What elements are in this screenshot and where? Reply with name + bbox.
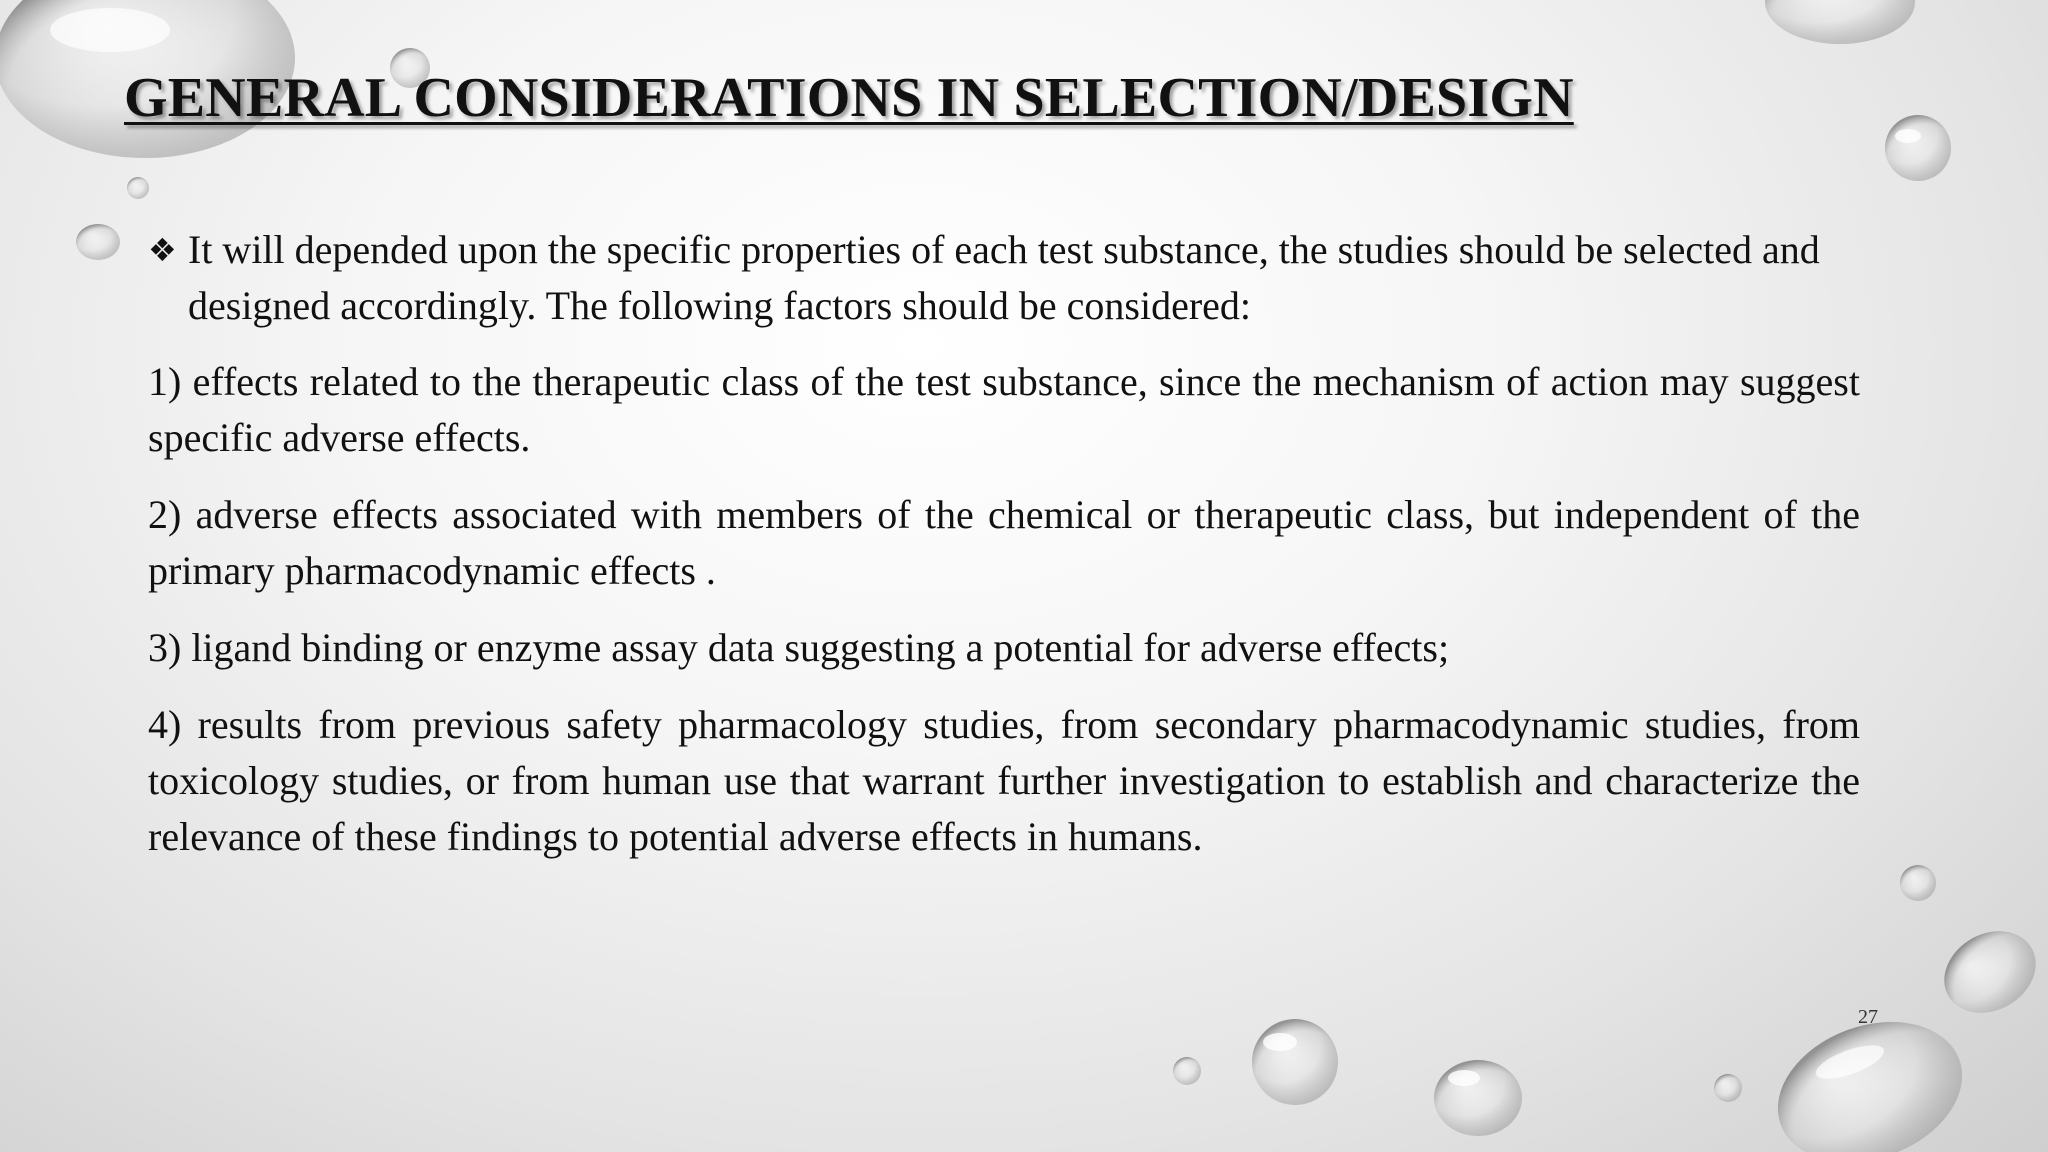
water-drop-top-right-large (1765, 0, 1915, 44)
list-item: 4) results from previous safety pharmacology studies, from secondary pharmacodynamic studies, from toxicology studies, or from human use that warrant further investigation to establish and characterize the relevance of these findings to potential adverse effects in humans. (148, 702, 1860, 859)
slide-title: GENERAL CONSIDERATIONS IN SELECTION/DESIGN (124, 67, 1574, 129)
slide-body (148, 222, 1860, 886)
intro-text: It will depended upon the specific properties of each test substance, the studies should be selected and designed accordingly. The following factors should be considered: (188, 227, 1820, 328)
page-number: 27 (1858, 1006, 1878, 1028)
list-item: 3) ligand binding or enzyme assay data suggesting a potential for adverse effects; (148, 625, 1450, 670)
four-diamond-bullet-icon: ❖ (148, 231, 177, 269)
water-drop-bottom-right-small (1714, 1074, 1742, 1102)
list-item: 2) adverse effects associated with members of the chemical or therapeutic class, but independent of the primary pharmacodynamic effects . (148, 492, 1860, 593)
water-drop-left-bullet-side (76, 224, 120, 260)
water-drop-right-large (1929, 915, 2048, 1029)
water-drop-top-left-tiny (127, 177, 149, 199)
water-drop-right-small (1900, 865, 1936, 901)
list-item: 1) effects related to the therapeutic class of the test substance, since the mechanism of action may suggest specific adverse effects. (148, 359, 1860, 460)
intro-bullet (148, 222, 1860, 334)
water-drop-top-right-medium (1885, 115, 1951, 181)
water-drop-bottom-center-medium (1252, 1019, 1338, 1105)
water-drop-bottom-center-tiny (1173, 1057, 1201, 1085)
water-drop-bottom-center-right (1434, 1060, 1522, 1136)
